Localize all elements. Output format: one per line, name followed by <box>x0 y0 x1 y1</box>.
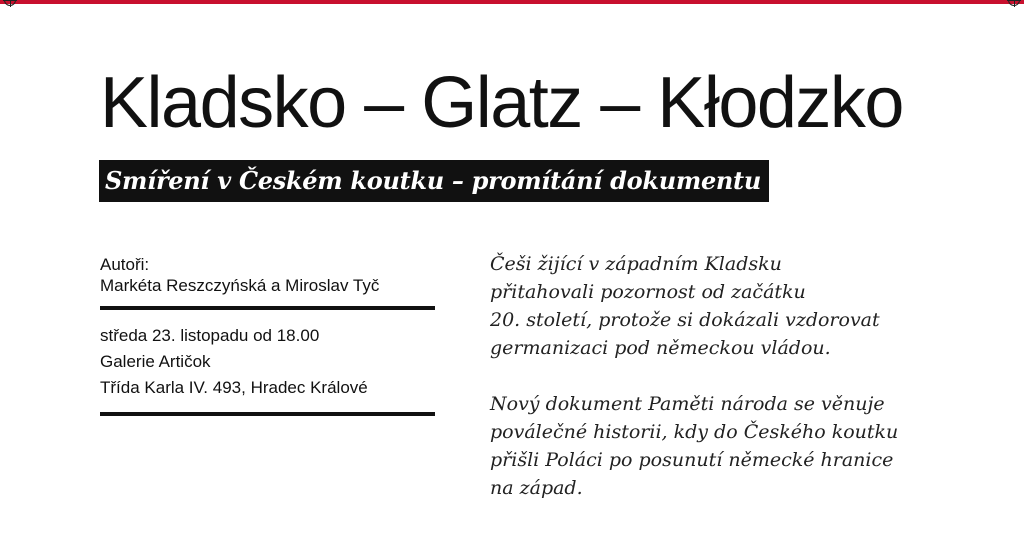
description-line: germanizaci pod německou vládou. <box>490 337 831 359</box>
description-line: 20. století, protože si dokázali vzdorovat <box>490 309 880 331</box>
event-date-time: středa 23. listopadu od 18.00 <box>100 326 320 345</box>
authors-names: Markéta Reszczyńská a Miroslav Tyč <box>100 276 380 295</box>
description-line: Nový dokument Paměti národa se věnuje <box>490 393 885 415</box>
authors-label: Autoři: <box>100 255 150 274</box>
description-line: přišli Poláci po posunutí německé hranice <box>490 449 894 471</box>
registration-mark-icon <box>4 0 16 6</box>
event-venue: Galerie Artičok <box>100 352 211 371</box>
description-paragraph <box>490 250 960 362</box>
top-accent-bar <box>0 0 1024 4</box>
poster-subtitle: Smíření v Českém koutku – promítání dokumentu <box>99 160 769 202</box>
description-line: na západ. <box>490 477 583 499</box>
registration-mark-icon <box>1008 0 1020 6</box>
description-line: poválečné historii, kdy do Českého koutku <box>490 421 899 443</box>
event-address: Třída Karla IV. 493, Hradec Králové <box>100 378 368 397</box>
description-line: přitahovali pozornost od začátku <box>490 281 806 303</box>
poster-title: Kladsko – Glatz – Kłodzko <box>100 63 903 143</box>
description-paragraph <box>490 390 960 502</box>
divider-rule <box>100 306 435 310</box>
divider-rule <box>100 412 435 416</box>
description-line: Češi žijící v západním Kladsku <box>490 253 782 275</box>
